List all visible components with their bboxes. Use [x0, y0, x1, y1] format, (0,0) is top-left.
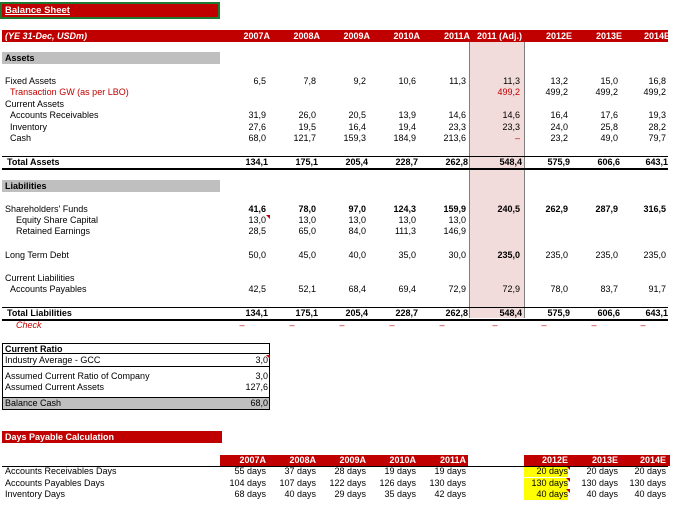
table-row — [0, 87, 680, 98]
dpc-cell-value[interactable]: 28 days — [334, 466, 366, 476]
table-row — [0, 99, 680, 110]
cell-value[interactable]: 19,3 — [648, 110, 666, 120]
row-label: Transaction GW (as per LBO) — [10, 87, 129, 97]
cell-value[interactable]: 72,9 — [448, 284, 466, 294]
divider — [2, 466, 668, 467]
dpc-cell-value[interactable]: 130 days — [581, 478, 618, 488]
assumed-assets-value[interactable]: 127,6 — [245, 382, 268, 392]
cell-value[interactable]: 13,0 — [348, 215, 366, 225]
dpc-year-header: 2010A — [389, 455, 416, 465]
cell-value[interactable]: 7,8 — [303, 76, 316, 86]
year-header: 2011A — [443, 31, 470, 41]
year-header: 2007A — [243, 31, 270, 41]
cell-value[interactable]: 121,7 — [293, 133, 316, 143]
table-row — [0, 215, 680, 226]
cell-value[interactable]: 262,8 — [445, 157, 468, 167]
cell-value[interactable]: 262,8 — [445, 308, 468, 318]
cell-value[interactable]: 14,6 — [448, 110, 466, 120]
cell-value[interactable]: 68,4 — [348, 284, 366, 294]
cell-value[interactable]: 235,0 — [545, 250, 568, 260]
cell-value[interactable]: – — [514, 133, 520, 143]
row-label: Current Assets — [5, 99, 65, 109]
row-label: Long Term Debt — [5, 250, 69, 260]
cell-value[interactable]: – — [591, 320, 597, 330]
table-row — [0, 76, 680, 87]
cell-value[interactable]: 205,4 — [345, 157, 368, 167]
assets-section-header: Assets — [2, 52, 220, 64]
cell-value[interactable]: 228,7 — [395, 308, 418, 318]
dpc-cell-value[interactable]: 42 days — [434, 489, 466, 499]
cell-value[interactable]: 499,2 — [643, 87, 666, 97]
cell-value[interactable]: – — [289, 320, 295, 330]
dpc-cell-value[interactable]: 40 days — [524, 489, 568, 500]
table-row — [0, 110, 680, 121]
cell-value[interactable]: 228,7 — [395, 157, 418, 167]
cell-value[interactable]: 499,2 — [497, 87, 520, 97]
cell-value[interactable]: 17,6 — [600, 110, 618, 120]
cell-value[interactable]: 31,9 — [248, 110, 266, 120]
cell-value[interactable]: 28,5 — [248, 226, 266, 236]
year-header: 2010A — [393, 31, 420, 41]
table-row — [0, 250, 680, 261]
cell-value[interactable]: 316,5 — [643, 204, 666, 214]
industry-average-label: Industry Average - GCC — [5, 355, 101, 365]
assumed-assets-label: Assumed Current Assets — [5, 382, 105, 392]
cell-value[interactable]: 235,0 — [595, 250, 618, 260]
year-header: 2008A — [293, 31, 320, 41]
total-liabilities-row — [2, 307, 668, 321]
cell-value[interactable]: 97,0 — [348, 204, 366, 214]
cell-value[interactable]: 13,0 — [398, 215, 416, 225]
dpc-cell-value[interactable]: 107 days — [279, 478, 316, 488]
cell-value[interactable]: 15,0 — [600, 76, 618, 86]
cell-value[interactable]: 26,0 — [298, 110, 316, 120]
year-header: 2014E — [643, 31, 670, 41]
assumed-ratio-value[interactable]: 3,0 — [255, 371, 268, 381]
row-label: Accounts Receivables — [10, 110, 99, 120]
comment-marker-icon[interactable] — [266, 355, 270, 359]
dpc-year-header: 2011A — [439, 455, 466, 465]
balance-cash-label: Balance Cash — [5, 398, 62, 408]
cell-value[interactable]: 6,5 — [253, 76, 266, 86]
table-row — [0, 122, 680, 133]
row-label: Total Assets — [7, 157, 60, 167]
cell-value[interactable]: 184,9 — [393, 133, 416, 143]
row-label: Check — [16, 320, 42, 330]
table-row — [0, 273, 680, 284]
dpc-year-header: 2009A — [339, 455, 366, 465]
dpc-cell-value[interactable]: 37 days — [284, 466, 316, 476]
dpc-row-label: Accounts Receivables Days — [5, 466, 117, 476]
industry-average-value[interactable]: 3,0 — [255, 355, 268, 365]
cell-value[interactable]: 548,4 — [499, 157, 522, 167]
cell-value[interactable]: 41,6 — [248, 204, 266, 214]
dpc-cell-value[interactable]: 20 days — [524, 466, 568, 477]
check-row — [0, 320, 680, 331]
table-row — [0, 226, 680, 237]
cell-value[interactable]: 175,1 — [295, 308, 318, 318]
dpc-year-header: 2012E — [541, 455, 568, 465]
cell-value[interactable]: 83,7 — [600, 284, 618, 294]
cell-value[interactable]: 606,6 — [597, 308, 620, 318]
cell-value[interactable]: 240,5 — [497, 204, 520, 214]
cell-value[interactable]: 111,3 — [394, 226, 416, 236]
cell-value[interactable]: – — [239, 320, 245, 330]
cell-value[interactable]: 175,1 — [295, 157, 318, 167]
cell-value[interactable]: 13,0 — [248, 215, 266, 225]
cell-value[interactable]: – — [541, 320, 547, 330]
table-row — [0, 204, 680, 215]
cell-value[interactable]: – — [389, 320, 395, 330]
dpc-year-header: 2008A — [289, 455, 316, 465]
row-label: Cash — [10, 133, 32, 143]
dpc-year-header: 2007A — [239, 455, 266, 465]
assumed-ratio-label: Assumed Current Ratio of Company — [5, 371, 150, 381]
cell-value[interactable]: 24,0 — [550, 122, 568, 132]
cell-value[interactable]: 25,8 — [600, 122, 618, 132]
cell-value[interactable]: 159,3 — [343, 133, 366, 143]
cell-value[interactable]: 235,0 — [643, 250, 666, 260]
cell-value[interactable]: 13,2 — [550, 76, 568, 86]
cell-value[interactable]: 69,4 — [398, 284, 416, 294]
cell-value[interactable]: 235,0 — [497, 250, 520, 260]
dpc-cell-value[interactable]: 130 days — [629, 478, 666, 488]
dpc-cell-value[interactable]: 19 days — [384, 466, 416, 476]
year-header: 2012E — [545, 31, 572, 41]
dpc-cell-value[interactable]: 29 days — [334, 489, 366, 499]
cell-value[interactable]: 27,6 — [248, 122, 266, 132]
liabilities-section-header: Liabilities — [2, 180, 220, 192]
cell-value[interactable]: 575,9 — [547, 308, 570, 318]
cell-value[interactable]: – — [640, 320, 646, 330]
dpc-cell-value[interactable]: 104 days — [229, 478, 266, 488]
dpc-year-header: 2014E — [639, 455, 666, 465]
cell-value[interactable]: 40,0 — [348, 250, 366, 260]
divider — [2, 366, 270, 367]
cell-value[interactable]: 499,2 — [595, 87, 618, 97]
cell-value[interactable]: – — [339, 320, 345, 330]
cell-value[interactable]: 13,0 — [448, 215, 466, 225]
cell-value[interactable]: 30,0 — [448, 250, 466, 260]
dpc-cell-value[interactable]: 40 days — [634, 489, 666, 499]
divider — [2, 353, 270, 354]
cell-value[interactable]: 134,1 — [245, 308, 268, 318]
cell-value[interactable]: 28,2 — [648, 122, 666, 132]
cell-value[interactable]: 16,4 — [550, 110, 568, 120]
dpc-row — [0, 489, 680, 500]
cell-value[interactable]: 213,6 — [443, 133, 466, 143]
cell-value[interactable]: 205,4 — [345, 308, 368, 318]
comment-marker-icon[interactable] — [266, 215, 270, 219]
cell-value[interactable]: 79,7 — [648, 133, 666, 143]
row-label: Inventory — [10, 122, 48, 132]
dpc-cell-value[interactable]: 126 days — [379, 478, 416, 488]
cell-value[interactable]: 35,0 — [398, 250, 416, 260]
cell-value[interactable]: 262,9 — [545, 204, 568, 214]
cell-value[interactable]: 23,3 — [448, 122, 466, 132]
dpc-row — [0, 466, 680, 477]
cell-value[interactable]: 65,0 — [298, 226, 316, 236]
cell-value[interactable]: 10,6 — [398, 76, 416, 86]
row-label: Equity Share Capital — [16, 215, 99, 225]
table-row — [0, 133, 680, 144]
header-label: (YE 31-Dec, USDm) — [5, 31, 88, 41]
balance-cash-value[interactable]: 68,0 — [250, 398, 268, 408]
year-header: 2009A — [343, 31, 370, 41]
cell-value[interactable]: 643,1 — [645, 157, 668, 167]
dpc-cell-value[interactable]: 130 days — [429, 478, 466, 488]
row-label: Retained Earnings — [16, 226, 91, 236]
current-ratio-title: Current Ratio — [5, 344, 63, 354]
dpc-cell-value[interactable]: 130 days — [524, 478, 568, 489]
cell-value[interactable]: 11,3 — [503, 76, 520, 86]
cell-value[interactable]: 13,9 — [398, 110, 416, 120]
cell-value[interactable]: 287,9 — [595, 204, 618, 214]
row-label: Current Liabilities — [5, 273, 75, 283]
cell-value[interactable]: 643,1 — [645, 308, 668, 318]
cell-value[interactable]: 13,0 — [298, 215, 316, 225]
cell-value[interactable]: 606,6 — [597, 157, 620, 167]
header-bar — [2, 30, 668, 42]
row-label: Shareholders' Funds — [5, 204, 88, 214]
row-label: Accounts Payables — [10, 284, 87, 294]
cell-value[interactable]: 78,0 — [550, 284, 568, 294]
cell-value[interactable]: 72,9 — [502, 284, 520, 294]
cell-value[interactable]: 52,1 — [298, 284, 316, 294]
cell-value[interactable]: 91,7 — [648, 284, 666, 294]
cell-value[interactable]: 49,0 — [600, 133, 618, 143]
cell-value[interactable]: 499,2 — [545, 87, 568, 97]
cell-value[interactable]: 23,2 — [550, 133, 568, 143]
dpc-cell-value[interactable]: 40 days — [586, 489, 618, 499]
cell-value[interactable]: 68,0 — [248, 133, 266, 143]
cell-value[interactable]: 78,0 — [298, 204, 316, 214]
cell-value[interactable]: 9,2 — [353, 76, 366, 86]
dpc-cell-value[interactable]: 122 days — [329, 478, 366, 488]
dpc-cell-value[interactable]: 35 days — [384, 489, 416, 499]
year-header: 2013E — [595, 31, 622, 41]
cell-value[interactable]: 14,6 — [502, 110, 520, 120]
cell-value[interactable]: 548,4 — [499, 308, 522, 318]
cell-value[interactable]: 19,4 — [398, 122, 416, 132]
comment-marker-icon[interactable] — [566, 489, 570, 493]
cell-value[interactable]: – — [492, 320, 498, 330]
cell-value[interactable]: – — [439, 320, 445, 330]
cell-value[interactable]: 159,9 — [443, 204, 466, 214]
dpc-cell-value[interactable]: 20 days — [634, 466, 666, 476]
dpc-row-label: Accounts Payables Days — [5, 478, 105, 488]
dpc-cell-value[interactable]: 40 days — [284, 489, 316, 499]
comment-marker-icon[interactable] — [566, 478, 570, 482]
dpc-cell-value[interactable]: 55 days — [234, 466, 266, 476]
cell-value[interactable]: 16,8 — [648, 76, 666, 86]
dpc-cell-value[interactable]: 68 days — [234, 489, 266, 499]
row-label: Fixed Assets — [5, 76, 57, 86]
cell-value[interactable]: 84,0 — [348, 226, 366, 236]
cell-value[interactable]: 134,1 — [245, 157, 268, 167]
dpc-year-header: 2013E — [591, 455, 618, 465]
cell-value[interactable]: 124,3 — [393, 204, 416, 214]
cell-value[interactable]: 146,9 — [443, 226, 466, 236]
cell-value[interactable]: 20,5 — [348, 110, 366, 120]
row-label: Total Liabilities — [7, 308, 72, 318]
sheet-title[interactable]: Balance Sheet — [2, 4, 218, 17]
cell-value[interactable]: 42,5 — [248, 284, 266, 294]
cell-value[interactable]: 45,0 — [298, 250, 316, 260]
dpc-title: Days Payable Calculation — [2, 431, 222, 443]
dpc-cell-value[interactable]: 19 days — [434, 466, 466, 476]
year-header: 2011 (Adj.) — [476, 31, 522, 41]
table-row — [0, 284, 680, 295]
cell-value[interactable]: 23,3 — [502, 122, 520, 132]
total-assets-row — [2, 156, 668, 170]
dpc-row — [0, 478, 680, 489]
dpc-row-label: Inventory Days — [5, 489, 66, 499]
cell-value[interactable]: 50,0 — [248, 250, 266, 260]
dpc-cell-value[interactable]: 20 days — [586, 466, 618, 476]
cell-value[interactable]: 575,9 — [547, 157, 570, 167]
cell-value[interactable]: 16,4 — [348, 122, 366, 132]
cell-value[interactable]: 11,3 — [449, 76, 466, 86]
cell-value[interactable]: 19,5 — [298, 122, 316, 132]
